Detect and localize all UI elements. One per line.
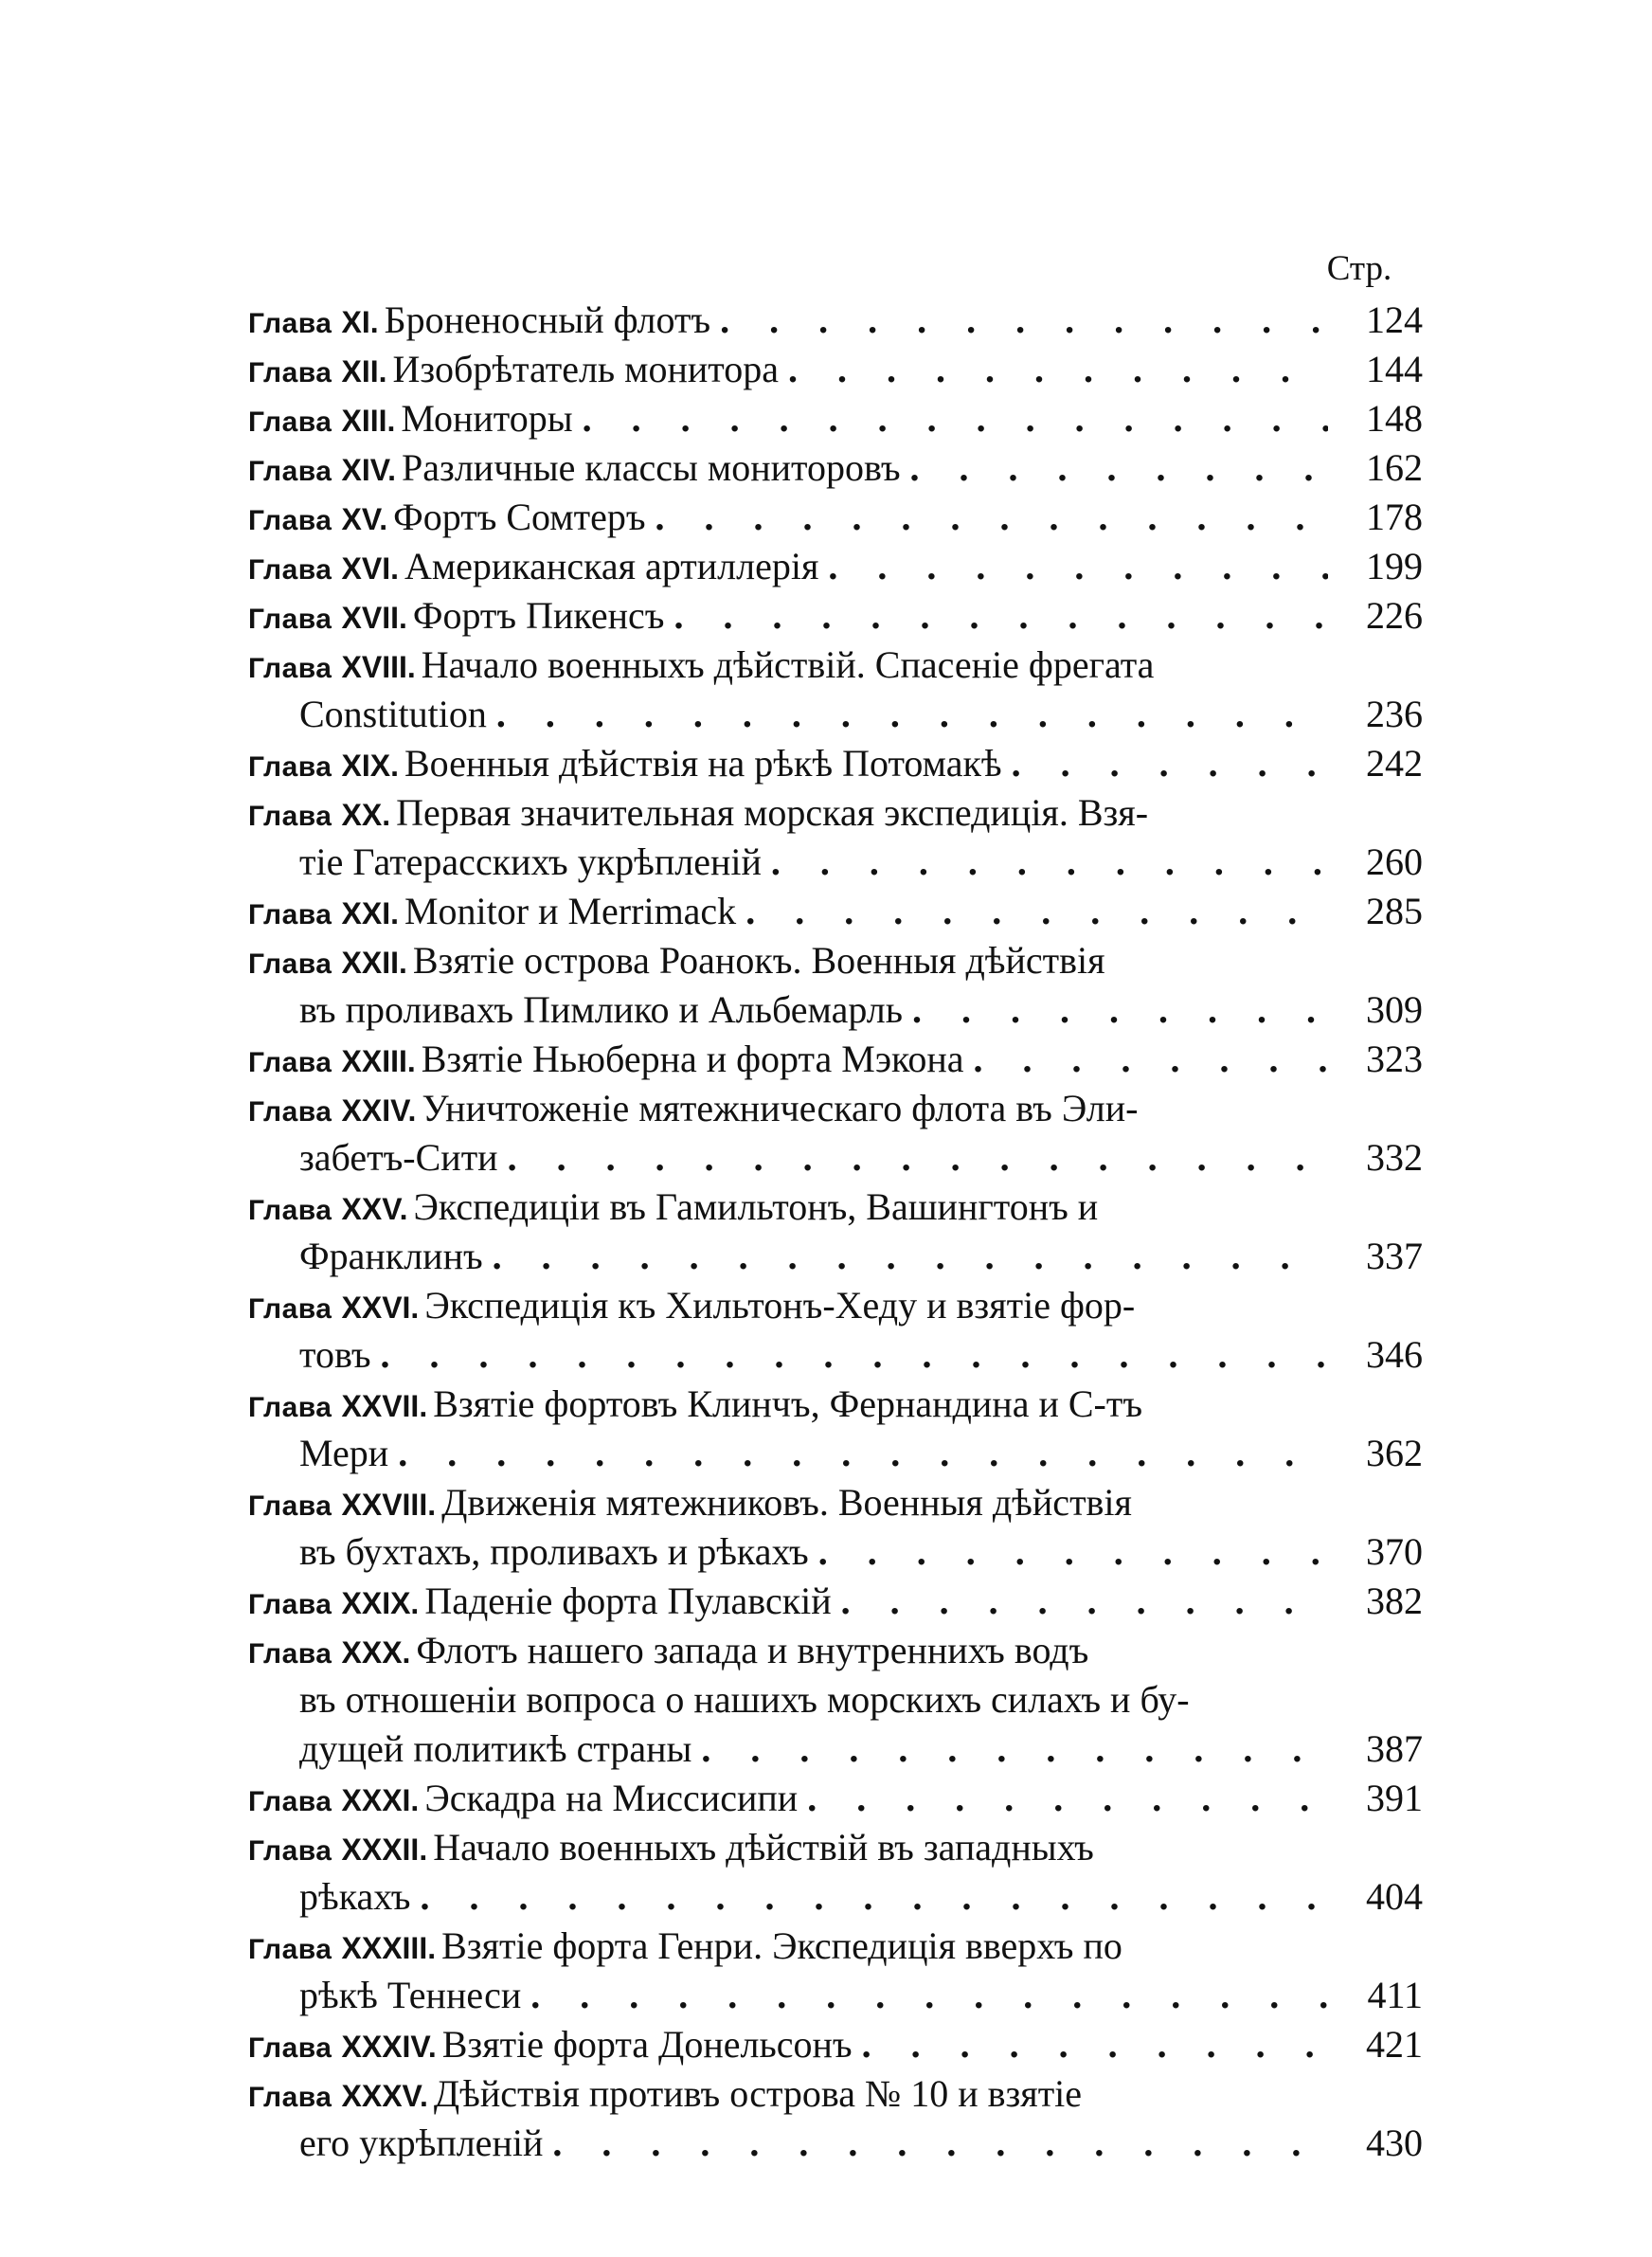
dot-leader [912, 985, 1328, 1035]
page-number: 421 [1366, 2023, 1423, 2066]
dot-leader [788, 345, 1328, 394]
toc-entry-line [248, 739, 1423, 788]
toc-entry-line [248, 493, 1423, 542]
toc-entry-continuation [248, 690, 1423, 739]
dot-leader [818, 1527, 1328, 1577]
page-number: 236 [1366, 693, 1423, 735]
page-number: 309 [1366, 988, 1423, 1031]
page-number: 178 [1366, 496, 1423, 538]
page-number: 323 [1366, 1038, 1423, 1080]
page-number: 391 [1366, 1777, 1423, 1819]
chapter-title: Экспедиціи въ Гамильтонъ, Вашингтонъ и [413, 1185, 1099, 1228]
toc-entry-line [248, 936, 1423, 985]
toc-entry-line [248, 2069, 1423, 2119]
toc-entry [248, 1577, 1423, 1626]
page-number: 226 [1366, 594, 1423, 637]
chapter-label: Глава [248, 456, 332, 487]
chapter-title: Броненосный флотъ [384, 298, 711, 341]
page-number: 332 [1366, 1136, 1423, 1179]
dot-leader [398, 1429, 1328, 1478]
toc-entry [248, 936, 1423, 1035]
toc-entry [248, 788, 1423, 887]
dot-leader [720, 296, 1328, 345]
chapter-number: XX. [341, 798, 391, 832]
chapter-title: Паденіе форта Пулавскій [424, 1580, 832, 1622]
chapter-label: Глава [248, 604, 332, 635]
chapter-title: Различные классы мониторовъ [402, 446, 901, 489]
page-number: 382 [1366, 1580, 1423, 1622]
toc-entry-line [248, 1183, 1423, 1232]
dot-leader [807, 1774, 1328, 1823]
chapter-label: Глава [248, 1392, 332, 1423]
chapter-number: XXXIII. [341, 1931, 437, 1965]
toc-entry-line [248, 1380, 1423, 1429]
toc-entry-line [248, 1626, 1423, 1675]
page-number: 260 [1366, 840, 1423, 883]
chapter-number: XIX. [341, 749, 399, 783]
toc-entry-line [248, 1084, 1423, 1133]
dot-leader [583, 394, 1328, 443]
chapter-title: Эскадра на Миссисипи [424, 1777, 799, 1819]
chapter-label: Глава [248, 1786, 332, 1817]
chapter-label: Глава [248, 801, 332, 832]
chapter-title: рѣкѣ Теннеси [299, 1974, 522, 2016]
dot-leader [530, 1971, 1328, 2020]
toc-entry-line [248, 542, 1423, 591]
toc-entry [248, 1035, 1423, 1084]
chapter-title: Военныя дѣйствія на рѣкѣ Потомакѣ [404, 742, 1002, 785]
chapter-number: XII. [341, 354, 387, 388]
chapter-title: товъ [299, 1333, 371, 1376]
toc-entry-line [248, 2020, 1423, 2069]
chapter-label: Глава [248, 505, 332, 536]
dot-leader [910, 443, 1328, 493]
chapter-title: Флотъ нашего запада и внутреннихъ водъ [416, 1629, 1089, 1671]
toc-entry-line [248, 1478, 1423, 1527]
toc-entry [248, 739, 1423, 788]
toc-entry [248, 887, 1423, 936]
page-number: 362 [1366, 1432, 1423, 1474]
toc-entry-continuation [248, 2119, 1423, 2168]
chapter-title: Фортъ Пикенсъ [412, 594, 665, 637]
toc-entry-continuation [248, 1429, 1423, 1478]
toc-entry [248, 1823, 1423, 1922]
dot-leader [828, 542, 1328, 591]
dot-leader [745, 887, 1328, 936]
toc-entry [248, 394, 1423, 443]
chapter-number: XXXV. [341, 2079, 428, 2113]
chapter-title: Франклинъ [299, 1235, 483, 1277]
toc-entry [248, 493, 1423, 542]
page-number: 144 [1366, 348, 1423, 390]
toc-entry-line [248, 1823, 1423, 1872]
chapter-label: Глава [248, 653, 332, 684]
chapter-label: Глава [248, 751, 332, 783]
chapter-label: Глава [248, 554, 332, 586]
toc-entry [248, 1084, 1423, 1183]
chapter-label: Глава [248, 1934, 332, 1965]
toc-entry [248, 591, 1423, 641]
chapter-number: XXIII. [341, 1044, 416, 1078]
dot-leader [381, 1330, 1328, 1380]
toc-entry [248, 641, 1423, 739]
toc-entry-line [248, 296, 1423, 345]
chapter-title: въ бухтахъ, проливахъ и рѣкахъ [299, 1530, 809, 1573]
toc-entry-continuation [248, 1872, 1423, 1922]
dot-leader [496, 690, 1328, 739]
page-number: 430 [1366, 2122, 1423, 2164]
chapter-title: Взятіе форта Генри. Экспедиція вверхъ по [441, 1924, 1122, 1967]
chapter-number: XXIV. [341, 1093, 417, 1128]
chapter-number: XVIII. [341, 650, 416, 684]
toc-entry [248, 443, 1423, 493]
chapter-label: Глава [248, 1638, 332, 1670]
toc-entry-continuation [248, 1330, 1423, 1380]
chapter-number: XXVI. [341, 1291, 420, 1325]
chapter-number: XV. [341, 502, 388, 536]
chapter-label: Глава [248, 1835, 332, 1867]
chapter-title: Взятіе форта Донельсонъ [441, 2023, 853, 2066]
chapter-label: Глава [248, 357, 332, 388]
page-number: 242 [1366, 742, 1423, 785]
toc-entry-line [248, 641, 1423, 690]
chapter-number: XVI. [341, 551, 399, 586]
page-column-header: Стр. [1326, 249, 1392, 288]
toc-entry-continuation [248, 838, 1423, 887]
dot-leader [655, 493, 1328, 542]
chapter-title: Фортъ Сомтеръ [393, 496, 646, 538]
chapter-number: XIII. [341, 404, 396, 438]
dot-leader [673, 591, 1328, 641]
chapter-title: рѣкахъ [299, 1875, 411, 1918]
page-number: 124 [1366, 298, 1423, 341]
page-number: 199 [1366, 545, 1423, 587]
page-number: 370 [1366, 1530, 1423, 1573]
chapter-label: Глава [248, 1490, 332, 1522]
toc-entry-line [248, 1035, 1423, 1084]
chapter-label: Глава [248, 1293, 332, 1325]
chapter-title: Движенія мятежниковъ. Военныя дѣйствія [441, 1481, 1132, 1524]
page-number: 346 [1366, 1333, 1423, 1376]
chapter-title: въ отношеніи вопроса о нашихъ морскихъ силахъ и бу- [299, 1678, 1190, 1721]
chapter-title: Дѣйствія противъ острова № 10 и взятіе [433, 2072, 1083, 2115]
page-number: 411 [1367, 1974, 1423, 2016]
dot-leader [974, 1035, 1328, 1084]
chapter-title: забетъ-Сити [299, 1136, 498, 1179]
chapter-number: XXVIII. [341, 1488, 437, 1522]
toc-entry [248, 2069, 1423, 2168]
chapter-label: Глава [248, 1047, 332, 1078]
chapter-title: Monitor и Merrimack [404, 890, 737, 932]
page-number: 404 [1366, 1875, 1423, 1918]
chapter-number: XXV. [341, 1192, 408, 1226]
toc-entry-continuation [248, 1724, 1423, 1774]
toc-entry [248, 1380, 1423, 1478]
toc-entry-line [248, 345, 1423, 394]
toc-entry [248, 2020, 1423, 2069]
chapter-title: Первая значительная морская экспедиція. Взя- [396, 791, 1149, 834]
toc-entry-continuation [248, 1971, 1423, 2020]
toc-entry-line [248, 591, 1423, 641]
toc-entry-line [248, 788, 1423, 838]
chapter-title: Взятіе фортовъ Клинчъ, Фернандина и С-тъ [433, 1382, 1143, 1425]
chapter-title: дущей политикѣ страны [299, 1727, 692, 1770]
dot-leader [420, 1872, 1328, 1922]
toc-entry [248, 296, 1423, 345]
toc-entry-line [248, 1922, 1423, 1971]
chapter-number: XXXII. [341, 1833, 428, 1867]
toc-entry [248, 542, 1423, 591]
toc-entry-continuation [248, 1527, 1423, 1577]
page-number: 148 [1366, 397, 1423, 440]
toc-entry-line [248, 443, 1423, 493]
chapter-title: Взятіе острова Роанокъ. Военныя дѣйствія [412, 939, 1105, 982]
dot-leader [508, 1133, 1328, 1183]
chapter-label: Глава [248, 2032, 332, 2064]
dot-leader [701, 1724, 1328, 1774]
page-number: 285 [1366, 890, 1423, 932]
chapter-label: Глава [248, 308, 332, 339]
toc-entry [248, 1922, 1423, 2020]
toc-entry-line [248, 1774, 1423, 1823]
toc-entry [248, 1626, 1423, 1774]
chapter-number: XXX. [341, 1635, 411, 1670]
chapter-label: Глава [248, 406, 332, 438]
chapter-title: Американская артиллерія [404, 545, 819, 587]
chapter-title: Изобрѣтатель монитора [392, 348, 779, 390]
chapter-title: Начало военныхъ дѣйствій въ западныхъ [433, 1826, 1094, 1869]
dot-leader [862, 2020, 1328, 2069]
toc-entry [248, 1478, 1423, 1577]
dot-leader [841, 1577, 1328, 1626]
chapter-label: Глава [248, 899, 332, 930]
chapter-label: Глава [248, 1096, 332, 1128]
page-number: 162 [1366, 446, 1423, 489]
chapter-number: XIV. [341, 453, 397, 487]
chapter-label: Глава [248, 2082, 332, 2113]
toc-entry-line [248, 1577, 1423, 1626]
toc-entry-continuation [248, 1133, 1423, 1183]
chapter-number: XXIX. [341, 1586, 420, 1620]
toc-entry [248, 1774, 1423, 1823]
chapter-title: Constitution [299, 693, 487, 735]
page-number: 337 [1366, 1235, 1423, 1277]
dot-leader [1012, 739, 1328, 788]
dot-leader [552, 2119, 1328, 2168]
toc-entry-line [248, 1281, 1423, 1330]
table-of-contents [248, 296, 1423, 2168]
chapter-title: Уничтоженіе мятежническаго флота въ Эли- [422, 1087, 1139, 1129]
dot-leader [493, 1232, 1328, 1281]
chapter-label: Глава [248, 948, 332, 980]
chapter-number: XI. [341, 305, 379, 339]
toc-entry-continuation [248, 1232, 1423, 1281]
chapter-title: въ проливахъ Пимлико и Альбемарль [299, 988, 904, 1031]
toc-entry-line [248, 394, 1423, 443]
chapter-number: XXII. [341, 946, 407, 980]
toc-entry [248, 1281, 1423, 1380]
toc-entry-continuation [248, 985, 1423, 1035]
chapter-number: XXVII. [341, 1389, 428, 1423]
chapter-number: XVII. [341, 601, 407, 635]
chapter-number: XXI. [341, 896, 399, 930]
chapter-title: Мониторы [401, 397, 573, 440]
chapter-label: Глава [248, 1195, 332, 1226]
page-number: 387 [1366, 1727, 1423, 1770]
chapter-title: тіе Гатерасскихъ укрѣпленій [299, 840, 762, 883]
chapter-title: Экспедиція къ Хильтонъ-Хеду и взятіе фор- [424, 1284, 1136, 1327]
chapter-title: его укрѣпленій [299, 2122, 544, 2164]
chapter-title: Мери [299, 1432, 389, 1474]
chapter-title: Взятіе Ньюберна и форта Мэкона [421, 1038, 964, 1080]
dot-leader [771, 838, 1328, 887]
chapter-title: Начало военныхъ дѣйствій. Спасеніе фрегата [421, 643, 1155, 686]
chapter-label: Глава [248, 1589, 332, 1620]
chapter-number: XXXI. [341, 1783, 420, 1817]
toc-entry [248, 1183, 1423, 1281]
toc-entry-line [248, 887, 1423, 936]
toc-entry-continuation [248, 1675, 1423, 1724]
toc-entry [248, 345, 1423, 394]
chapter-number: XXXIV. [341, 2030, 437, 2064]
